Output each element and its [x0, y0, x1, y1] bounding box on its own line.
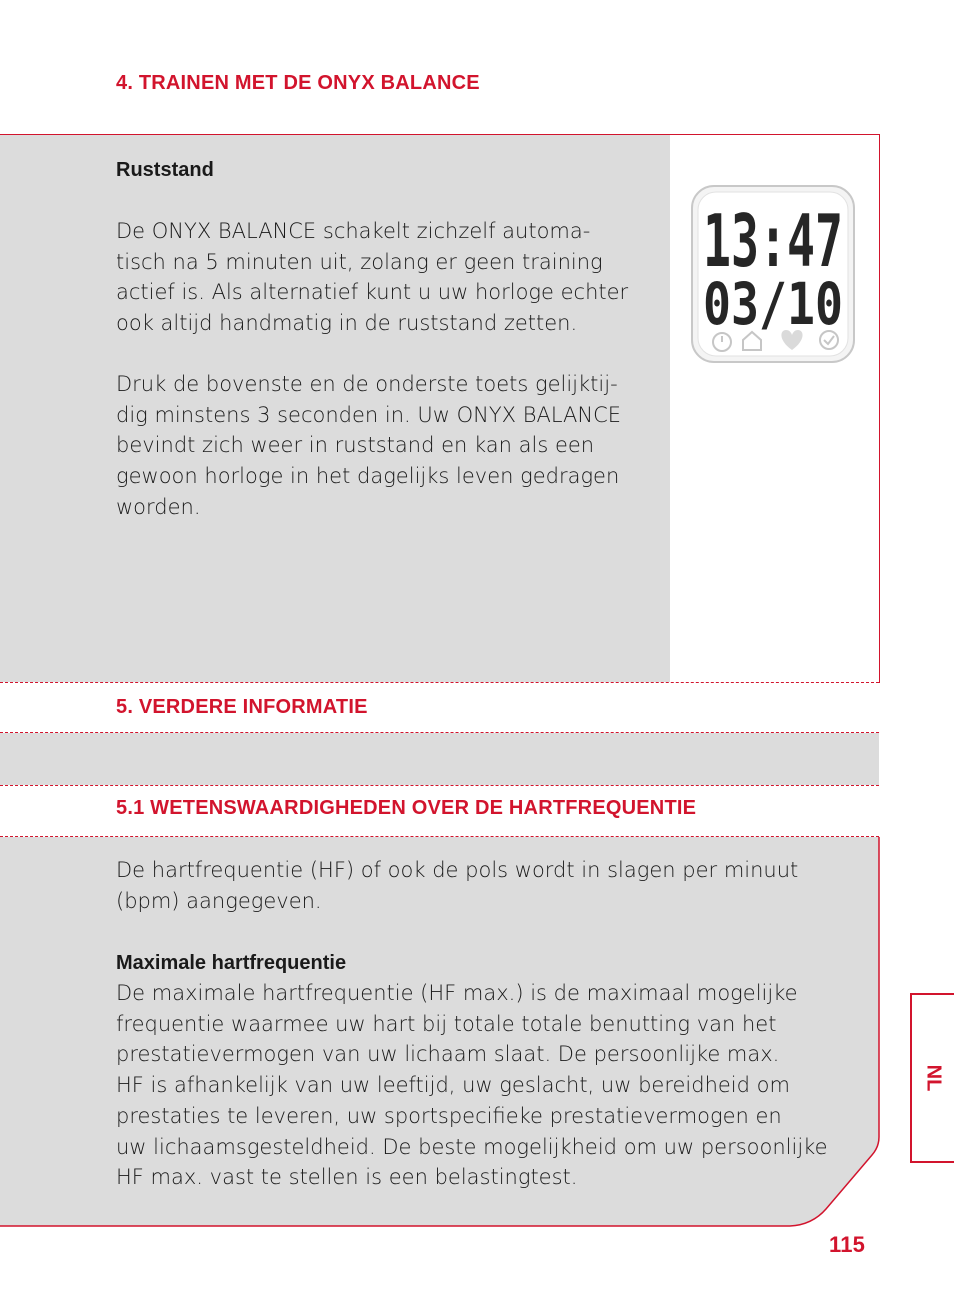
section51-body [116, 978, 856, 1193]
text-line: frequentie waarmee uw hart bij totale totale benutting van het [116, 1011, 777, 1036]
text-line: prestatievermogen van uw lichaam slaat. De persoonlijke max. [116, 1042, 780, 1067]
divider [0, 682, 879, 683]
watch-time: 13:47 [703, 199, 843, 283]
text-line: gewoon horloge in het dagelijks leven gedragen [116, 464, 620, 489]
text-line: (bpm) aangegeven. [116, 888, 322, 913]
section5-title: 5. VERDERE INFORMATIE [116, 696, 368, 718]
watch-date: 03/10 [703, 270, 843, 338]
text-line: Druk de bovenste en de onderste toets gelijktij- [116, 372, 618, 396]
text-line: bevindt zich weer in ruststand en kan als een [116, 433, 595, 458]
text-line: actief is. Als alternatief kunt u uw horloge echter [116, 280, 629, 305]
text-line: De maximale hartfrequentie (HF max.) is de maximaal mogelijke [116, 981, 798, 1005]
text-line: HF is afhankelijk van uw leeftijd, uw geslacht, uw bereidheid om [116, 1073, 790, 1098]
divider [0, 785, 879, 786]
page-number: 115 [829, 1232, 866, 1257]
watch-display [690, 184, 856, 364]
section4-subtitle: Ruststand [116, 159, 214, 181]
section51-intro [116, 855, 856, 916]
watch-display-graphic [690, 184, 856, 364]
text-line: HF max. vast te stellen is een belastingtest. [116, 1165, 578, 1190]
section51-title: 5.1 WETENSWAARDIGHEDEN OVER DE HARTFREQUENTIE [116, 797, 697, 819]
text-line: prestaties te leveren, uw sportspecifieke prestatievermogen en [116, 1103, 782, 1128]
language-tab-label: NL [922, 1064, 945, 1092]
spacer-band [0, 733, 879, 785]
language-tab[interactable] [910, 993, 954, 1163]
text-line: worden. [116, 494, 201, 519]
chapter-title: 4. TRAINEN MET DE ONYX BALANCE [116, 72, 480, 94]
section51-subtitle: Maximale hartfrequentie [116, 952, 347, 974]
text-line: ook altijd handmatig in de ruststand zetten. [116, 311, 578, 336]
text-line: uw lichaamsgesteldheid. De beste mogelijkheid om uw persoonlijke [116, 1134, 828, 1159]
section4-paragraph-1 [116, 216, 661, 339]
text-line: De ONYX BALANCE schakelt zichzelf automa- [116, 219, 591, 243]
text-line: De hartfrequentie (HF) of ook de pols wordt in slagen per minuut [116, 858, 799, 882]
text-line: dig minstens 3 seconden in. Uw ONYX BALANCE [116, 402, 622, 427]
section4-paragraph-2 [116, 369, 661, 523]
text-line: tisch na 5 minuten uit, zolang er geen training [116, 249, 603, 274]
